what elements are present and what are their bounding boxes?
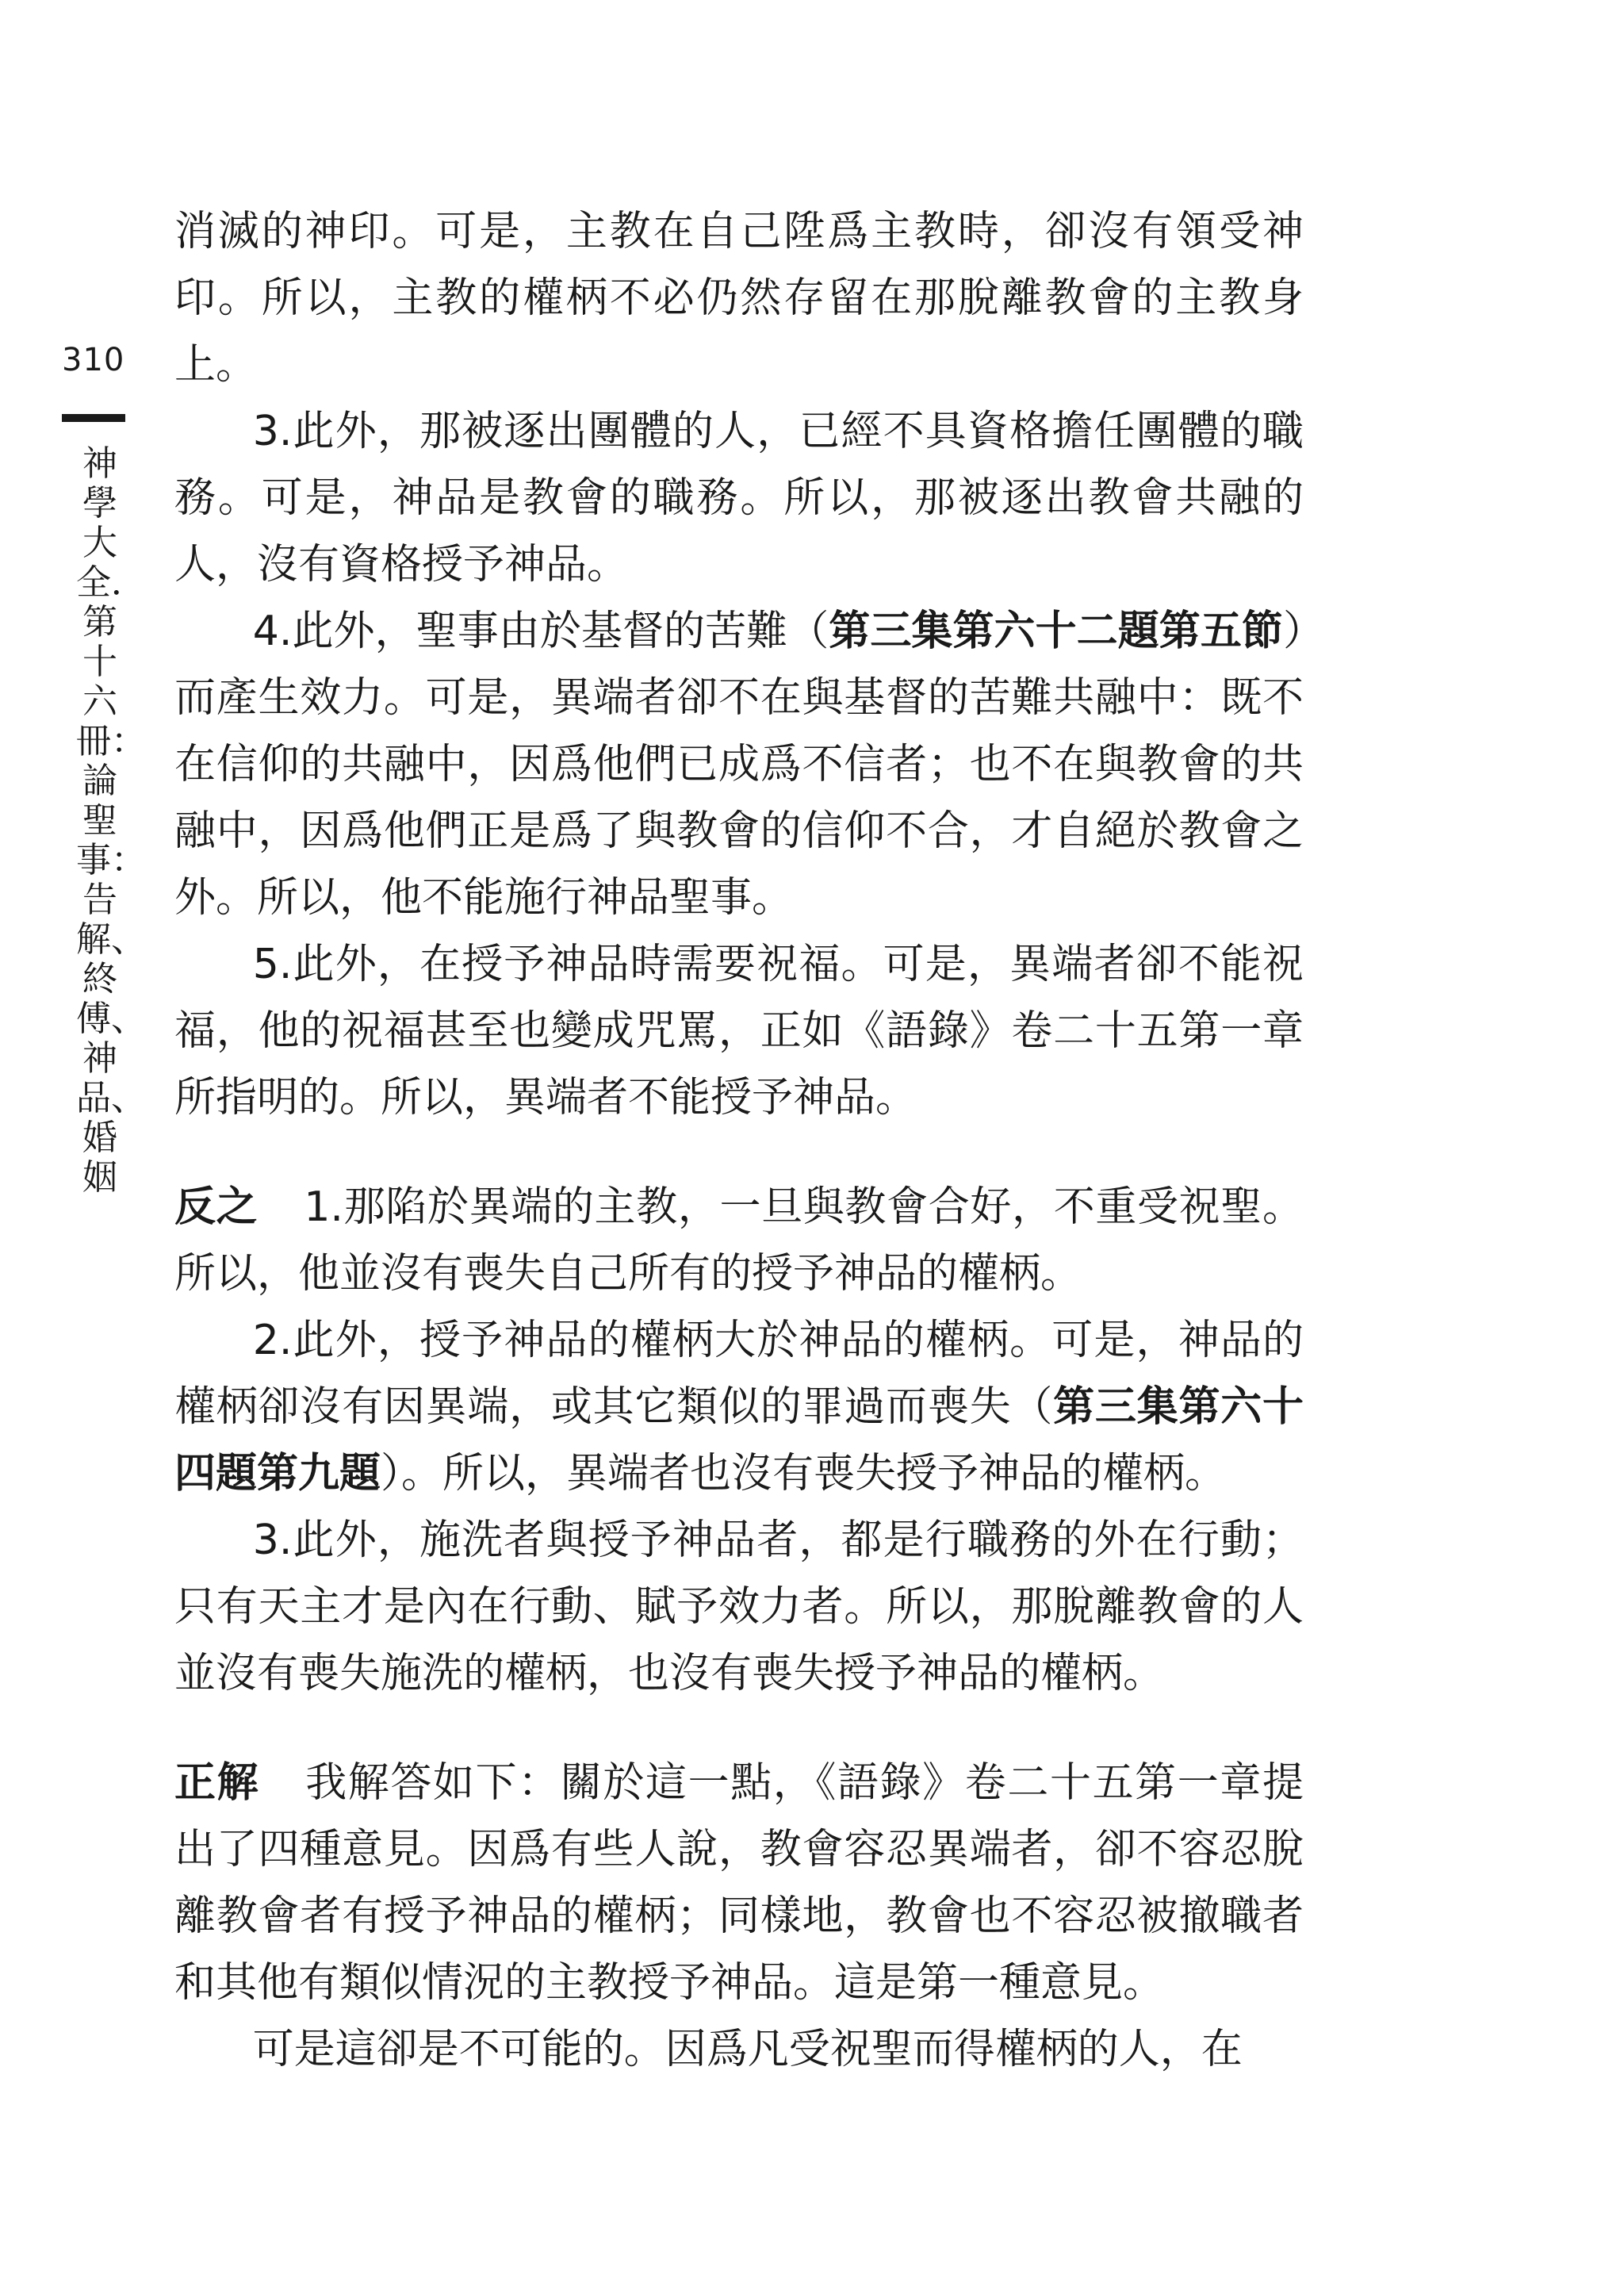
- paragraph-text: 3.此外，施洗者與授予神品者，都是行職務的外在行動；只有天主才是內在行動、賦予效力者。所以，那脫離教會的人並沒有喪失施洗的權柄，也沒有喪失授予神品的權柄。: [174, 1517, 1304, 1697]
- objection-5: [174, 931, 1304, 1131]
- page-number: 310: [62, 342, 125, 378]
- paragraph-text: ）而產生效力。可是，異端者卻不在與基督的苦難共融中：既不在信仰的共融中，因爲他們已成爲不信者；也不在與教會的共融中，因爲他們正是爲了與教會的信仰不合，才自絕於教會之外。所以，他不能施行神品聖事。: [174, 608, 1304, 922]
- paragraph-text: 1.那陷於異端的主教，一旦與教會合好，不重受祝聖。所以，他並沒有喪失自己所有的授予神品的權柄。: [174, 1183, 1304, 1298]
- paragraph-continuation: [174, 198, 1304, 398]
- paragraph-text: 3.此外，那被逐出團體的人，已經不具資格擔任團體的職務。可是，神品是教會的職務。所以，那被逐出教會共融的人，沒有資格授予神品。: [174, 408, 1304, 589]
- paragraph-text: 可是這卻是不可能的。因爲凡受祝聖而得權柄的人，在: [252, 2026, 1243, 2073]
- respondeo-continued: [174, 2016, 1304, 2083]
- margin-dash: [62, 414, 125, 422]
- paragraph-text: 我解答如下：關於這一點，《語錄》卷二十五第一章提出了四種意見。因爲有些人說，教會容忍異端者，卻不容忍脫離教會者有授予神品的權柄；同樣地，教會也不容忍被撤職者和其他有類似情況的主教授予神品。這是第一種意見。: [174, 1759, 1304, 2007]
- paragraph-text: 2.此外，授予神品的權柄大於神品的權柄。可是，神品的權柄卻沒有因異端，或其它類似的罪過而喪失（: [174, 1317, 1304, 1431]
- paragraph-text: ）。所以，異端者也沒有喪失授予神品的權柄。: [381, 1450, 1227, 1497]
- paragraph-text: 消滅的神印。可是，主教在自己陞爲主教時，卻沒有領受神印。所以，主教的權柄不必仍然存留在那脫離教會的主教身上。: [174, 208, 1304, 389]
- section-label-respondeo: 正解: [174, 1759, 260, 1807]
- cross-reference: 第三集第六十二題第五節: [829, 608, 1283, 655]
- running-title: 神學大全．第十六冊：論聖事：告解、終傅、神品、婚姻: [76, 443, 146, 1198]
- sed-contra-2: [174, 1307, 1304, 1507]
- sed-contra-1: [174, 1174, 1304, 1307]
- cross-reference: 第三集第六十四題第九題: [174, 1383, 1304, 1497]
- paragraph-text: 4.此外，聖事由於基督的苦難（: [252, 608, 829, 655]
- objection-3: [174, 398, 1304, 598]
- respondeo: [174, 1750, 1304, 2016]
- paragraph-text: 5.此外，在授予神品時需要祝福。可是，異端者卻不能祝福，他的祝福甚至也變成咒罵，正如《語錄》卷二十五第一章所指明的。所以，異端者不能授予神品。: [174, 941, 1304, 1122]
- sed-contra-3: [174, 1507, 1304, 1707]
- body-text: [174, 198, 1304, 2083]
- objection-4: [174, 598, 1304, 931]
- section-label-sed-contra: 反之: [174, 1183, 259, 1231]
